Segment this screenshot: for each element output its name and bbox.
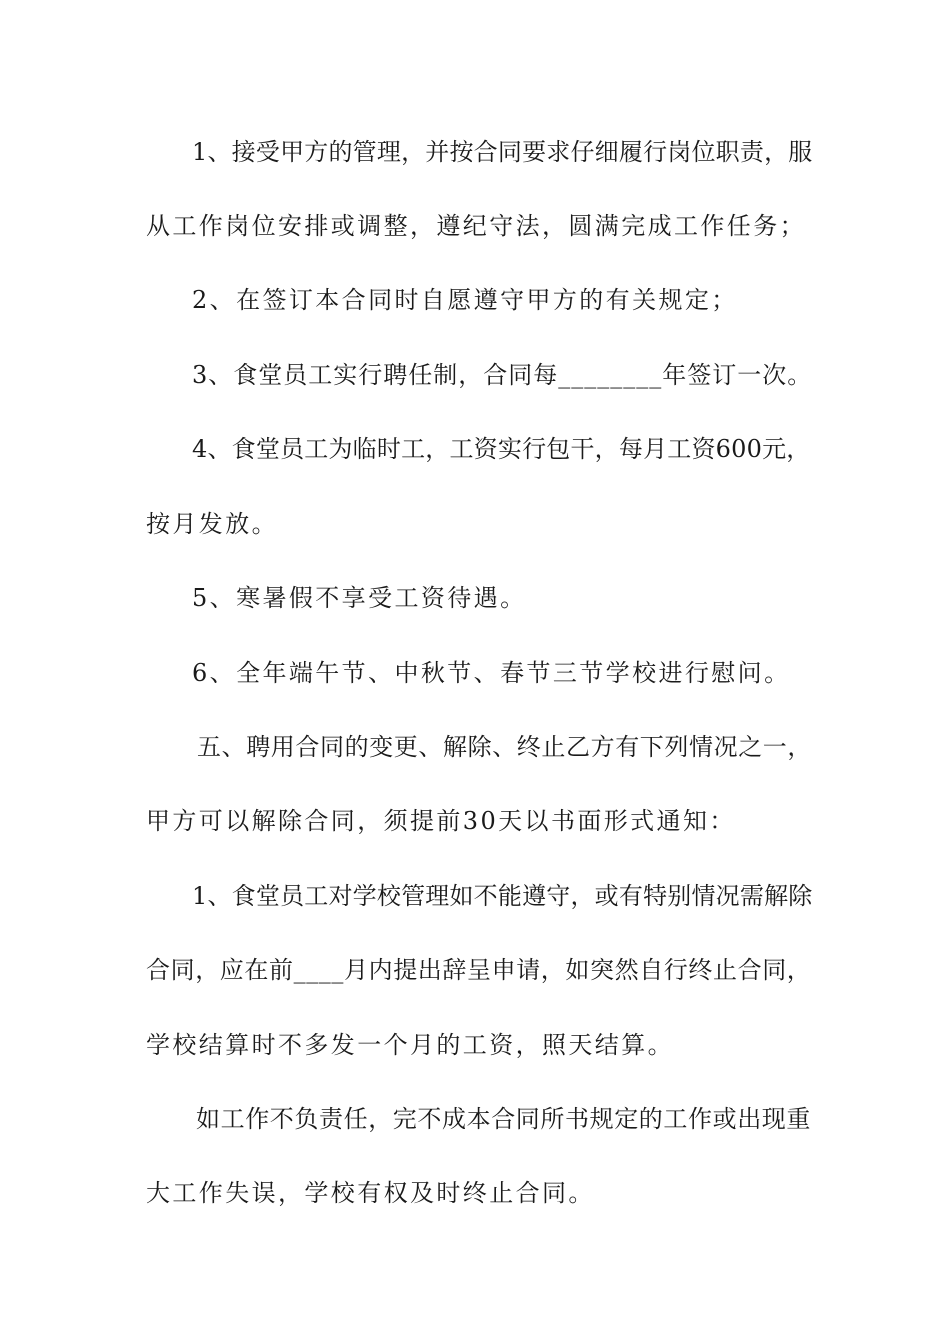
text-line: 甲方可以解除合同，须提前30天以书面形式通知：	[146, 807, 736, 835]
text-line: 合同，应在前____月内提出辞呈申请，如突然自行终止合同，	[146, 956, 812, 984]
text-line: 按月发放。	[146, 510, 278, 538]
section-heading-line: 五、聘用合同的变更、解除、终止乙方有下列情况之一，	[197, 733, 812, 761]
text-line: 3、食堂员工实行聘任制，合同每________年签订一次。	[192, 361, 813, 389]
text-line: 1、接受甲方的管理，并按合同要求仔细履行岗位职责，服	[192, 138, 813, 166]
text-line: 从工作岗位安排或调整，遵纪守法，圆满完成工作任务；	[146, 212, 806, 240]
text-line: 4、食堂员工为临时工，工资实行包干，每月工资600元，	[192, 435, 811, 463]
text-line: 5、寒暑假不享受工资待遇。	[192, 584, 527, 612]
text-line: 2、在签订本合同时自愿遵守甲方的有关规定；	[192, 286, 738, 314]
text-line: 1、食堂员工对学校管理如不能遵守，或有特别情况需解除	[192, 882, 813, 910]
text-line: 如工作不负责任，完不成本合同所书规定的工作或出现重	[196, 1105, 811, 1133]
text-line: 大工作失误，学校有权及时终止合同。	[146, 1179, 595, 1207]
text-line: 学校结算时不多发一个月的工资，照天结算。	[146, 1031, 674, 1059]
text-line: 6、全年端午节、中秋节、春节三节学校进行慰问。	[192, 659, 791, 687]
